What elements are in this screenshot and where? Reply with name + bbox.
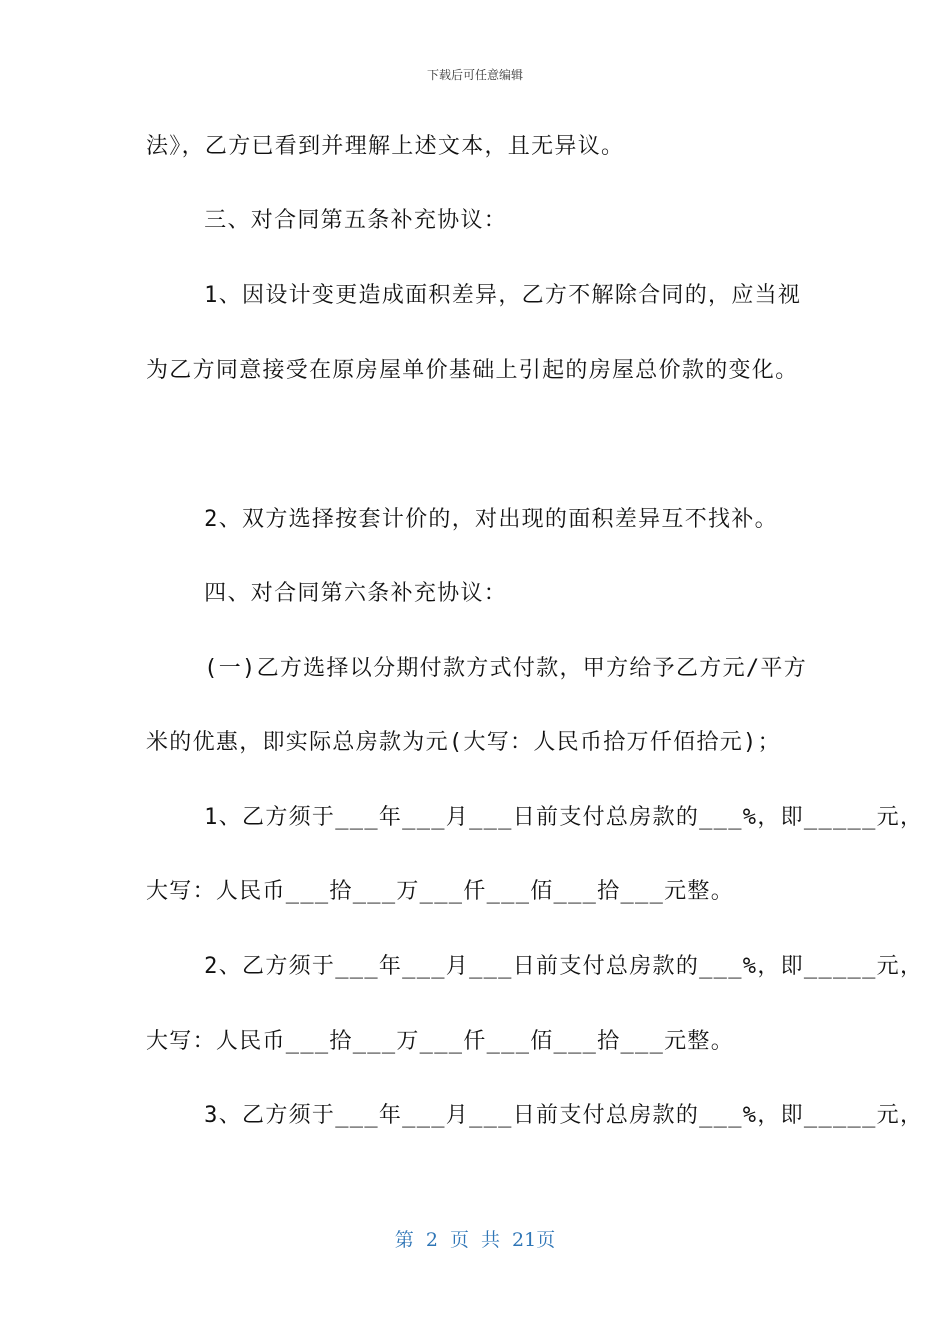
paragraph-line: (一)乙方选择以分期付款方式付款，甲方给予乙方元/平方 [146,656,808,681]
paragraph-line: 1、乙方须于___年___月___日前支付总房款的___%，即_____元， [146,805,924,830]
page-number: 第 2 页 共 21页 [394,1229,556,1251]
paragraph-line: 三、对合同第五条补充协议： [146,208,508,233]
paragraph-line: 3、乙方须于___年___月___日前支付总房款的___%，即_____元， [146,1103,924,1128]
paragraph-line: 1、因设计变更造成面积差异，乙方不解除合同的，应当视 [146,283,802,308]
paragraph-line: 大写：人民币___拾___万___仟___佰___拾___元整。 [146,879,735,904]
page-header: 下载后可任意编辑 [426,68,523,82]
paragraph-line: 米的优惠，即实际总房款为元(大写：人民币拾万仟佰拾元)； [146,730,781,755]
paragraph-line: 2、双方选择按套计价的，对出现的面积差异互不找补。 [146,507,778,532]
paragraph-line: 大写：人民币___拾___万___仟___佰___拾___元整。 [146,1029,735,1054]
paragraph-line: 为乙方同意接受在原房屋单价基础上引起的房屋总价款的变化。 [146,358,799,383]
paragraph-line: 2、乙方须于___年___月___日前支付总房款的___%，即_____元， [146,954,924,979]
paragraph-line: 四、对合同第六条补充协议： [146,581,508,606]
paragraph-line: 法》，乙方已看到并理解上述文本，且无异议。 [146,134,625,159]
